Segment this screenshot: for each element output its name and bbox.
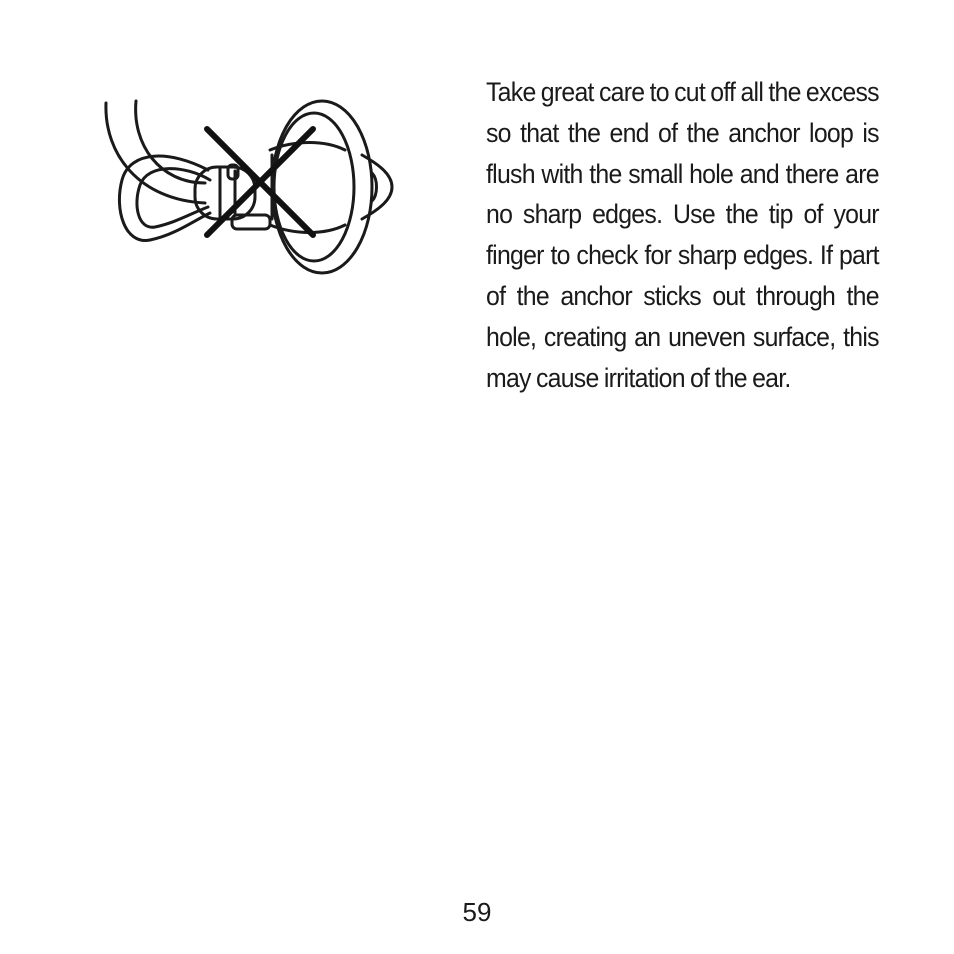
page-number: 59: [462, 897, 492, 927]
instruction-paragraph: Take great care to cut off all the excess so that the end of the anchor loop is flush with the small hole and there are no sharp edges. Use the tip of your finger to check for sharp edges. If part of the anchor sticks out through the hole, creating an uneven surface, this may cause irritation of the ear.: [486, 77, 879, 393]
earpiece-dome-with-anchor-icon: [100, 95, 400, 280]
cross-mark-icon: [207, 129, 313, 235]
earpiece-illustration: [100, 95, 400, 280]
